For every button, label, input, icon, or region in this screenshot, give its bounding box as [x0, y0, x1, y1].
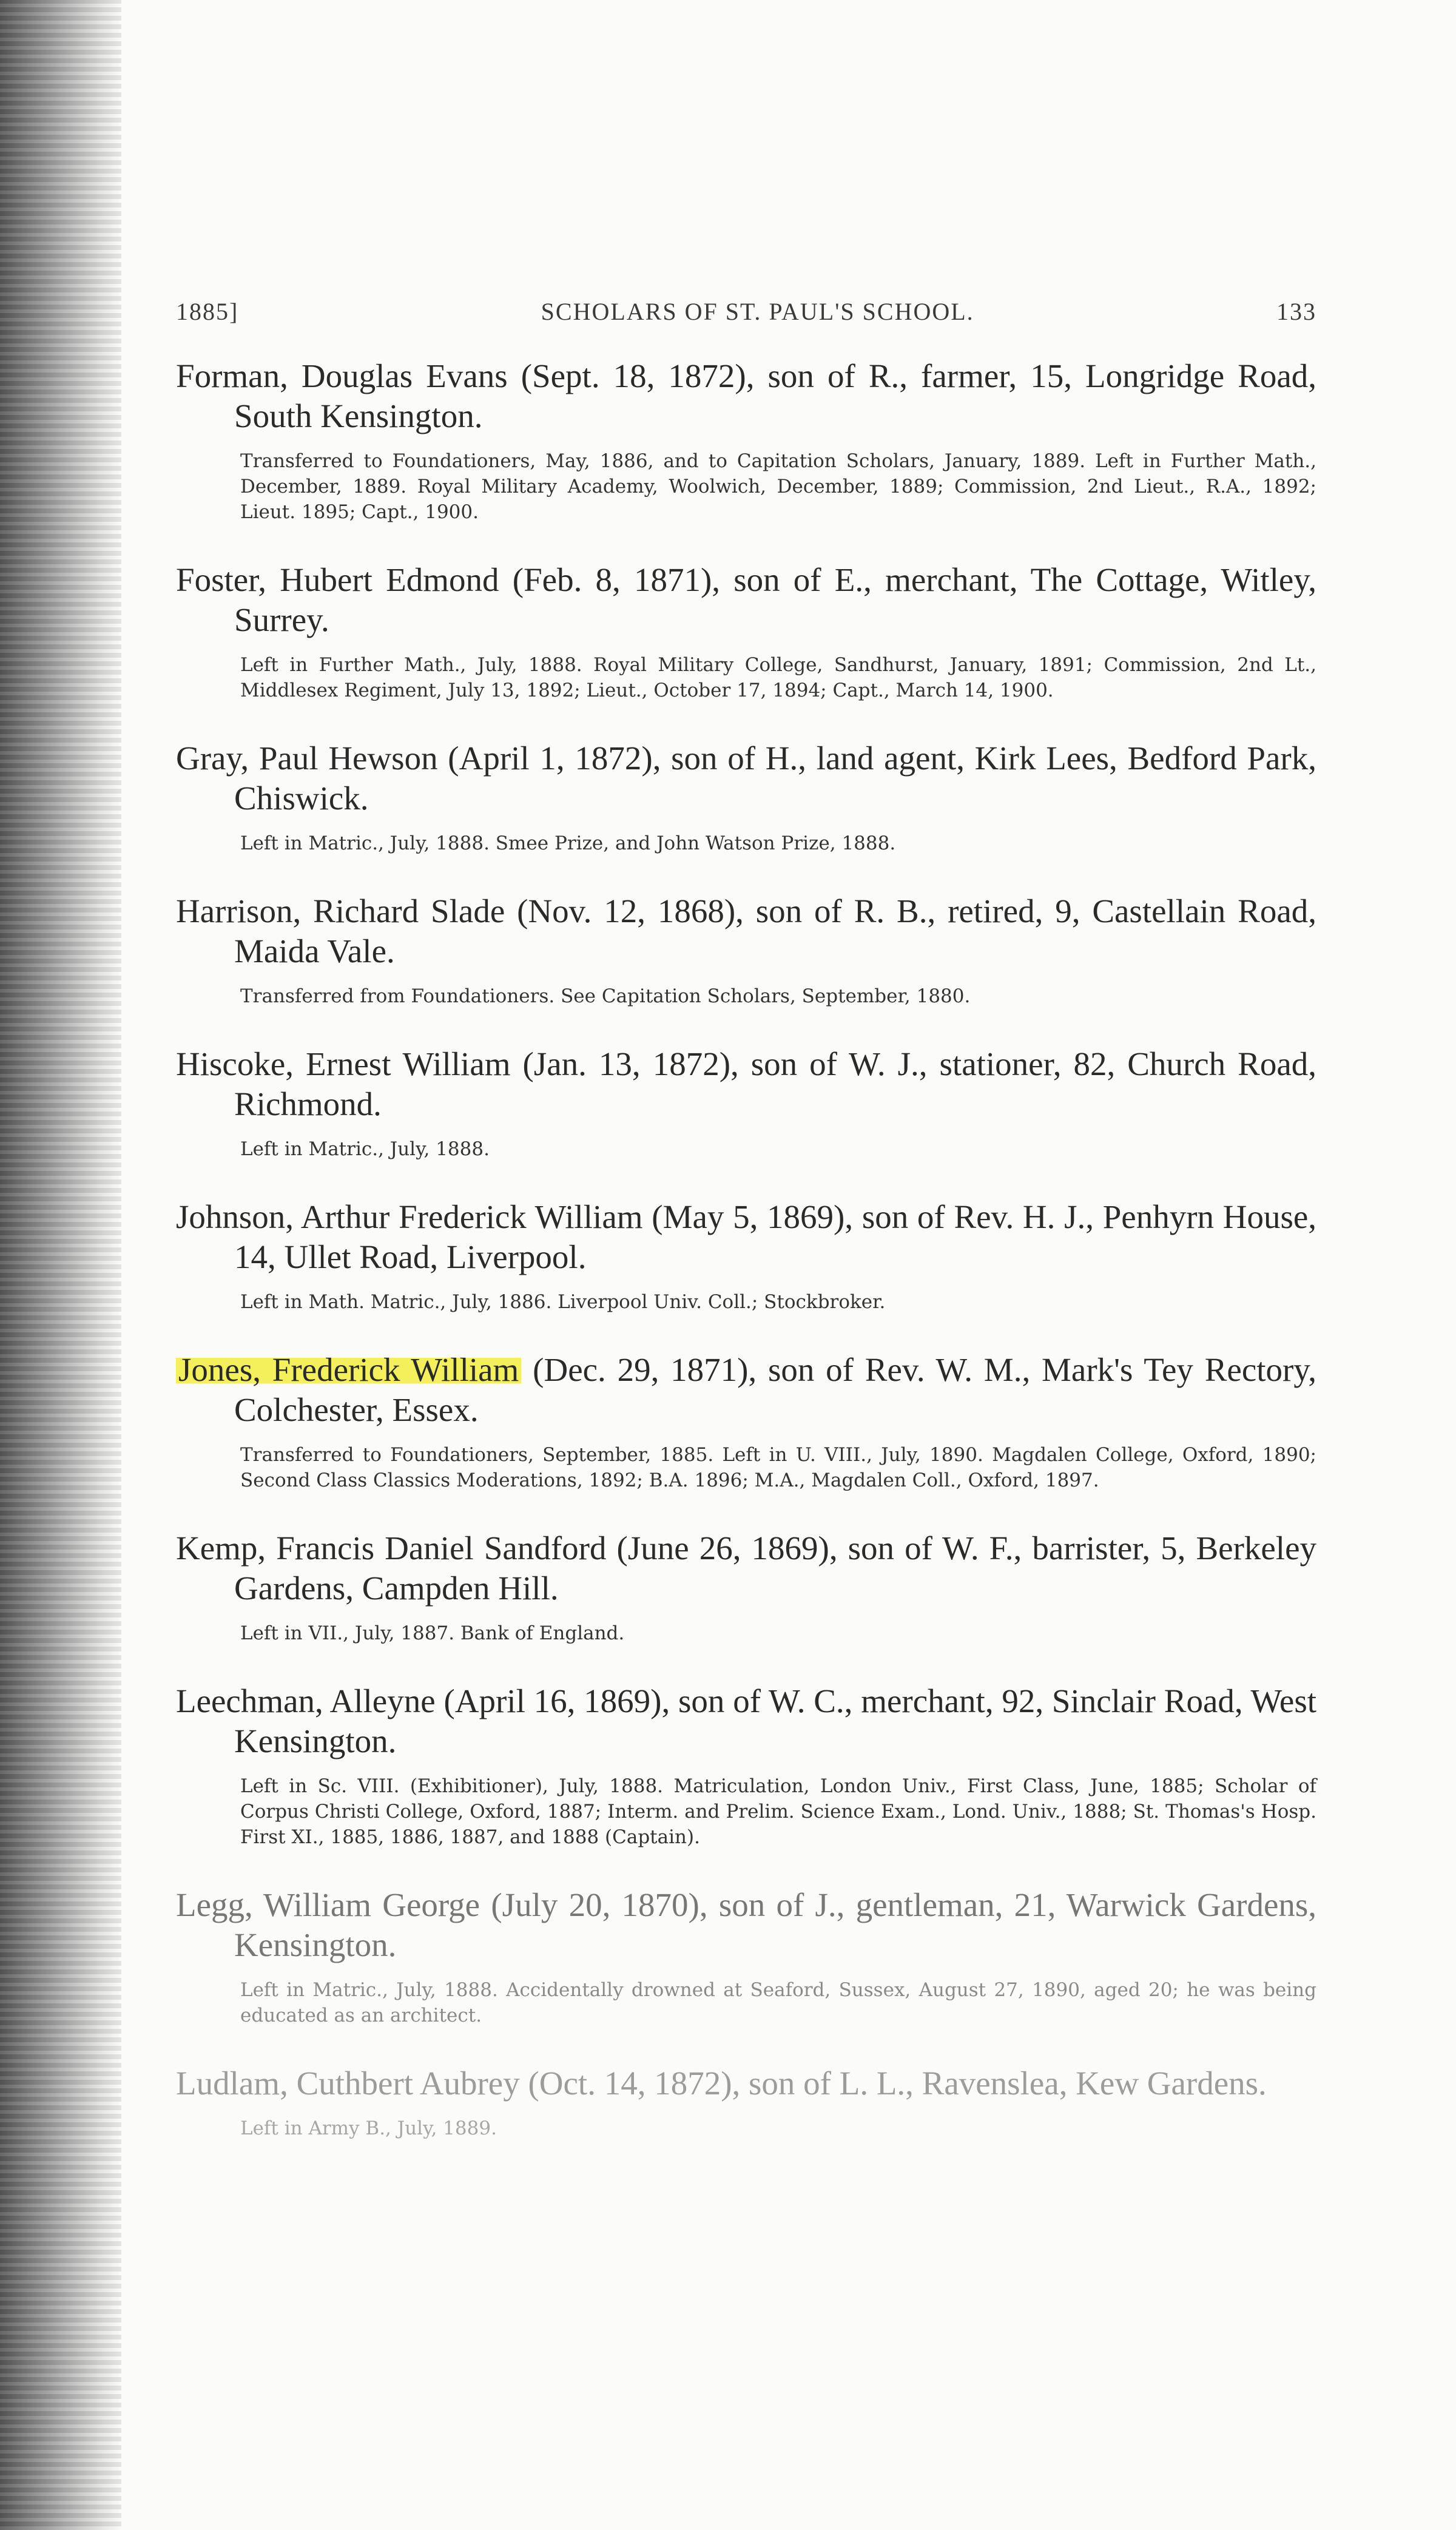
header-year: 1885]: [176, 298, 239, 325]
entry-note: Left in Math. Matric., July, 1886. Liverpool Univ. Coll.; Stockbroker.: [240, 1291, 886, 1313]
page-number: 133: [1276, 298, 1316, 325]
book-page: [176, 297, 1316, 2176]
entry-note: Transferred from Foundationers. See Capitation Scholars, September, 1880.: [240, 985, 971, 1007]
entry-name: Johnson, Arthur Frederick William: [176, 1198, 643, 1235]
entry-details: (June 26, 1869), son of W. F., barrister, 5, Berkeley Gardens, Campden Hill.: [234, 1530, 1317, 1607]
entry-legg: [176, 1885, 1316, 2028]
entry-details: (Nov. 12, 1868), son of R. B., retired, 9, Castellain Road, Maida Vale.: [234, 892, 1316, 970]
header-title: SCHOLARS OF ST. PAUL'S SCHOOL.: [541, 298, 974, 325]
entry-gray: [176, 738, 1316, 856]
entry-details: (July 20, 1870), son of J., gentleman, 21, Warwick Gardens, Kensington.: [234, 1886, 1317, 1963]
entry-name: Kemp, Francis Daniel Sandford: [176, 1530, 607, 1567]
entry-foster: [176, 560, 1316, 703]
entry-note: Left in Sc. VIII. (Exhibitioner), July, 1888. Matriculation, London Univ., First Class, June, 1885; Scholar of Corpus Christi College, Oxford, 1887; Interm. and Prelim. Science Exam., Lond. Univ., 1888; St. Thomas's Hosp. First XI., 1885, 1886, 1887, and 1888 (Captain).: [240, 1775, 1316, 1848]
entry-details: (May 5, 1869), son of Rev. H. J., Penhyrn House, 14, Ullet Road, Liverpool.: [234, 1198, 1317, 1275]
entry-kemp: [176, 1528, 1316, 1646]
entry-details: (April 16, 1869), son of W. C., merchant, 92, Sinclair Road, West Kensington.: [234, 1682, 1317, 1759]
entry-note: Left in Matric., July, 1888.: [240, 1138, 490, 1160]
entry-johnson: [176, 1197, 1316, 1315]
entry-name: Gray, Paul Hewson: [176, 740, 438, 777]
entry-harrison: [176, 891, 1316, 1009]
entry-name: Foster, Hubert Edmond: [176, 561, 499, 598]
entry-details: (Jan. 13, 1872), son of W. J., stationer, 82, Church Road, Richmond.: [234, 1045, 1316, 1122]
entry-name: Hiscoke, Ernest William: [176, 1045, 511, 1082]
entry-details: (April 1, 1872), son of H., land agent, Kirk Lees, Bedford Park, Chiswick.: [234, 740, 1316, 817]
entry-leechman: [176, 1681, 1316, 1850]
entry-name: Leechman, Alleyne: [176, 1682, 436, 1719]
entry-note: Left in Matric., July, 1888. Accidentally drowned at Seaford, Sussex, August 27, 1890, aged 20; he was being educated as an architect.: [240, 1979, 1316, 2026]
entry-note: Transferred to Foundationers, September, 1885. Left in U. VIII., July, 1890. Magdalen College, Oxford, 1890; Second Class Classics Moderations, 1892; B.A. 1896; M.A., Magdalen Coll., Oxford, 1897.: [240, 1444, 1316, 1491]
entry-note: Left in Further Math., July, 1888. Royal Military College, Sandhurst, January, 1891; Commission, 2nd Lt., Middlesex Regiment, July 13, 1892; Lieut., October 17, 1894; Capt., March 14, 1900.: [240, 654, 1316, 701]
entry-details: (Feb. 8, 1871), son of E., merchant, The Cottage, Witley, Surrey.: [234, 561, 1317, 638]
entry-note: Left in VII., July, 1887. Bank of England.: [240, 1622, 625, 1644]
entry-name: Ludlam, Cuthbert Aubrey: [176, 2065, 520, 2102]
entry-ludlam: [176, 2063, 1316, 2141]
entry-details: (Sept. 18, 1872), son of R., farmer, 15, Longridge Road, South Kensington.: [234, 357, 1316, 434]
entry-details: (Oct. 14, 1872), son of L. L., Ravenslea, Kew Gardens.: [528, 2065, 1267, 2102]
highlighted-entry-name: Jones, Frederick William: [176, 1351, 521, 1388]
entry-hiscoke: [176, 1044, 1316, 1162]
running-head: [176, 297, 1316, 356]
scan-shadow-edge: [0, 0, 121, 2530]
entry-note: Transferred to Foundationers, May, 1886, and to Capitation Scholars, January, 1889. Left in Further Math., December, 1889. Royal Military Academy, Woolwich, December, 1889; Commission, 2nd Lieut., R.A., 1892; Lieut. 1895; Capt., 1900.: [240, 450, 1316, 523]
entry-forman: [176, 356, 1316, 525]
entry-note: Left in Army B., July, 1889.: [240, 2117, 497, 2139]
entry-jones: [176, 1350, 1316, 1493]
entry-note: Left in Matric., July, 1888. Smee Prize, and John Watson Prize, 1888.: [240, 832, 896, 854]
entry-name: Forman, Douglas Evans: [176, 357, 508, 394]
entry-name: Legg, William George: [176, 1886, 480, 1923]
entry-name: Harrison, Richard Slade: [176, 892, 505, 929]
entry-details: (Dec. 29, 1871), son of Rev. W. M., Mark's Tey Rectory, Colchester, Essex.: [234, 1351, 1317, 1428]
